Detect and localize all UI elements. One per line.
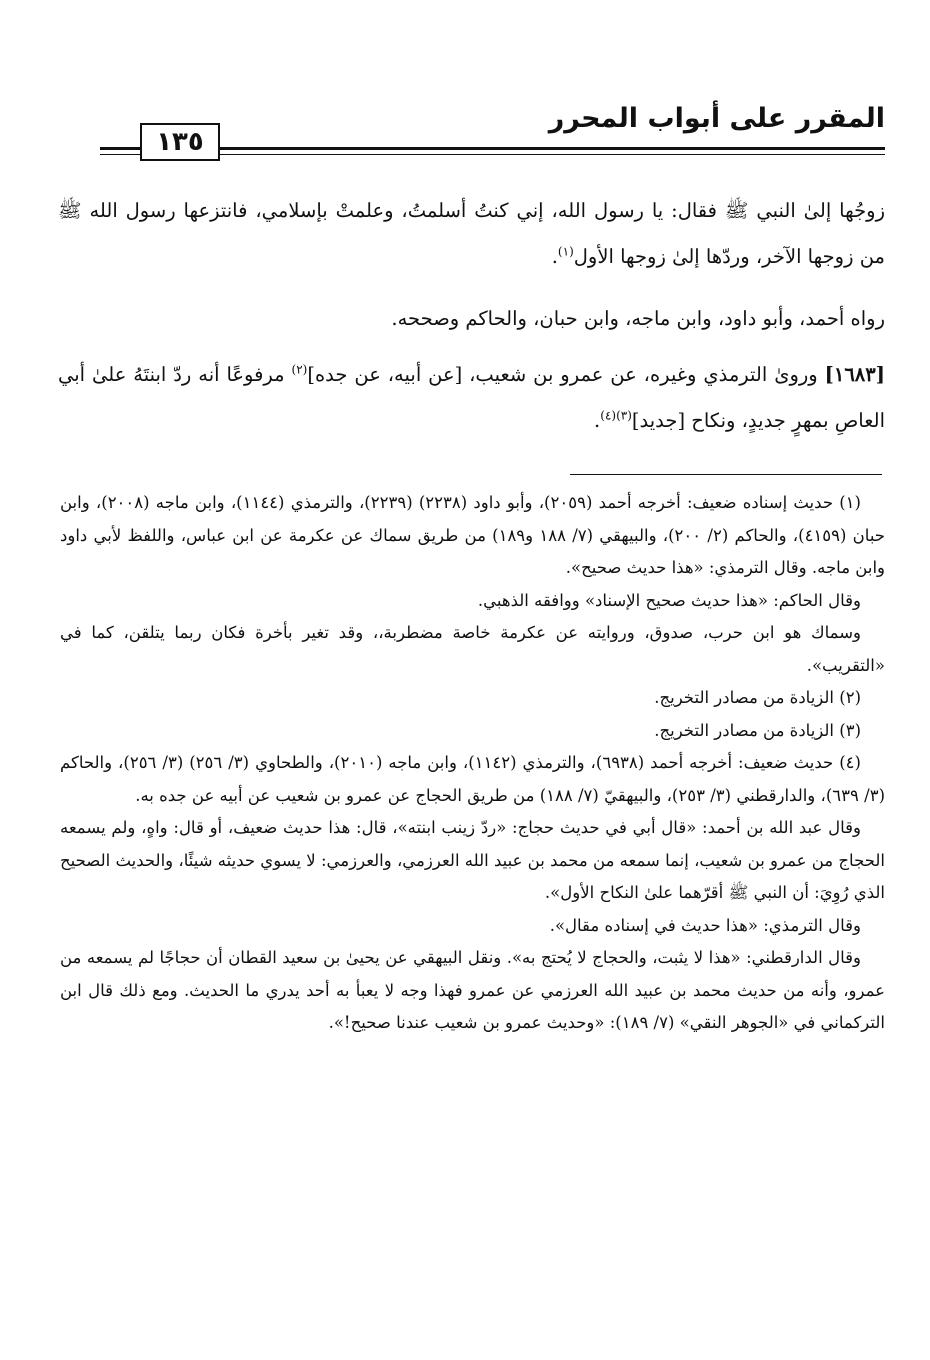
main-text-run: مرفوعًا أنه ردّ ابنتَهُ علىٰ أبي العاصِ بمهرٍ جديدٍ، ونكاح [جديد]: [58, 363, 885, 432]
footnote-ref: (١): [557, 244, 574, 259]
book-title: المقرر على أبواب المحرر: [548, 103, 885, 134]
hadith-number: [١٦٨٣]: [824, 363, 885, 386]
footnote: وقال الدارقطني: «هذا لا يثبت، والحجاج لا يُحتج به». ونقل البيهقي عن يحيىٰ بن سعيد القطان أن حجاجًا لم يسمعه من عمرو، وأنه من حديث محمد بن عبيد الله العرزمي عن عمرو فهذا وجه لا يعبأ به أحد يدري ما الحديث. ومع ذلك قال ابن التركماني في «الجوهر النقي» (٧/ ١٨٩): «وحديث عمرو بن شعيب عندنا صحيح!».: [60, 948, 885, 1032]
footnote: وقال عبد الله بن أحمد: «قال أبي في حديث حجاج: «ردّ زينب ابنته»، قال: هذا حديث ضعيف، أو قال: واهٍ، ولم يسمعه الحجاج من عمرو بن شعيب، إنما سمعه من محمد بن عبيد الله العرزمي، والعرزمي: لا يسوي حديثه شيئًا، والحديث الصحيح الذي رُوِيَ: أن النبي ﷺ أقرّهما علىٰ النكاح الأول».: [60, 818, 885, 902]
source-attribution: رواه أحمد، وأبو داود، وابن ماجه، وابن حبان، والحاكم وصححه.: [391, 307, 885, 330]
footnote-ref: (٢): [291, 362, 308, 377]
running-header: [100, 100, 885, 168]
footnote-ref: (٣)(٤): [600, 408, 632, 423]
footnote: وقال الترمذي: «هذا حديث في إسناده مقال».: [549, 915, 861, 935]
main-text: [58, 188, 885, 444]
punctuation: .: [594, 409, 601, 432]
main-text-run: زوجُها إلىٰ النبي ﷺ فقال: يا رسول الله، إني كنتُ أسلمتُ، وعلمتْ بإسلامي، فانتزعها رسول الله ﷺ من زوجها الآخر، وردّها إلىٰ زوجها الأول: [58, 199, 885, 268]
footnote: (٣) الزيادة من مصادر التخريج.: [654, 720, 861, 740]
footnote: (٢) الزيادة من مصادر التخريج.: [654, 688, 861, 707]
footnote: وسماك هو ابن حرب، صدوق، وروايته عن عكرمة خاصة مضطربة،، وقد تغير بأخرة فكان ربما يتلقن، كما في «التقريب».: [60, 623, 885, 675]
footnote: (٤) حديث ضعيف: أخرجه أحمد (٦٩٣٨)، والترمذي (١١٤٢)، وابن ماجه (٢٠١٠)، والطحاوي (٣/ ٢٥٦) (٣/ ٢٥٦)، والحاكم (٣/ ٦٣٩)، والدارقطني (٣/ ٢٥٣)، والبيهقيّ (٧/ ١٨٨) من طريق الحجاج عن عمرو بن شعيب عن أبيه عن جده به.: [60, 753, 885, 805]
footnotes: [60, 487, 885, 1040]
footnote: وقال الحاكم: «هذا حديث صحيح الإسناد» ووافقه الذهبي.: [477, 590, 861, 610]
punctuation: .: [551, 245, 558, 268]
main-paragraph: [58, 188, 885, 280]
main-paragraph: [58, 352, 885, 444]
main-text-run: وروىٰ الترمذي وغيره، عن عمرو بن شعيب، [عن أبيه، عن جده]: [307, 363, 825, 386]
footnote: (١) حديث إسناده ضعيف: أخرجه أحمد (٢٠٥٩)، وأبو داود (٢٢٣٨) (٢٢٣٩)، والترمذي (١١٤٤)، وابن ماجه (٢٠٠٨)، وابن حبان (٤١٥٩)، والحاكم (٢/ ٢٠٠)، والبيهقي (٧/ ١٨٨ و١٨٩) من طريق سماك عن عكرمة عن ابن عباس، واللفظ لأبي داود وابن ماجه. وقال الترمذي: «هذا حديث صحيح».: [60, 493, 886, 577]
page-number: ١٣٥: [140, 123, 220, 161]
footnote-separator: [570, 474, 882, 475]
